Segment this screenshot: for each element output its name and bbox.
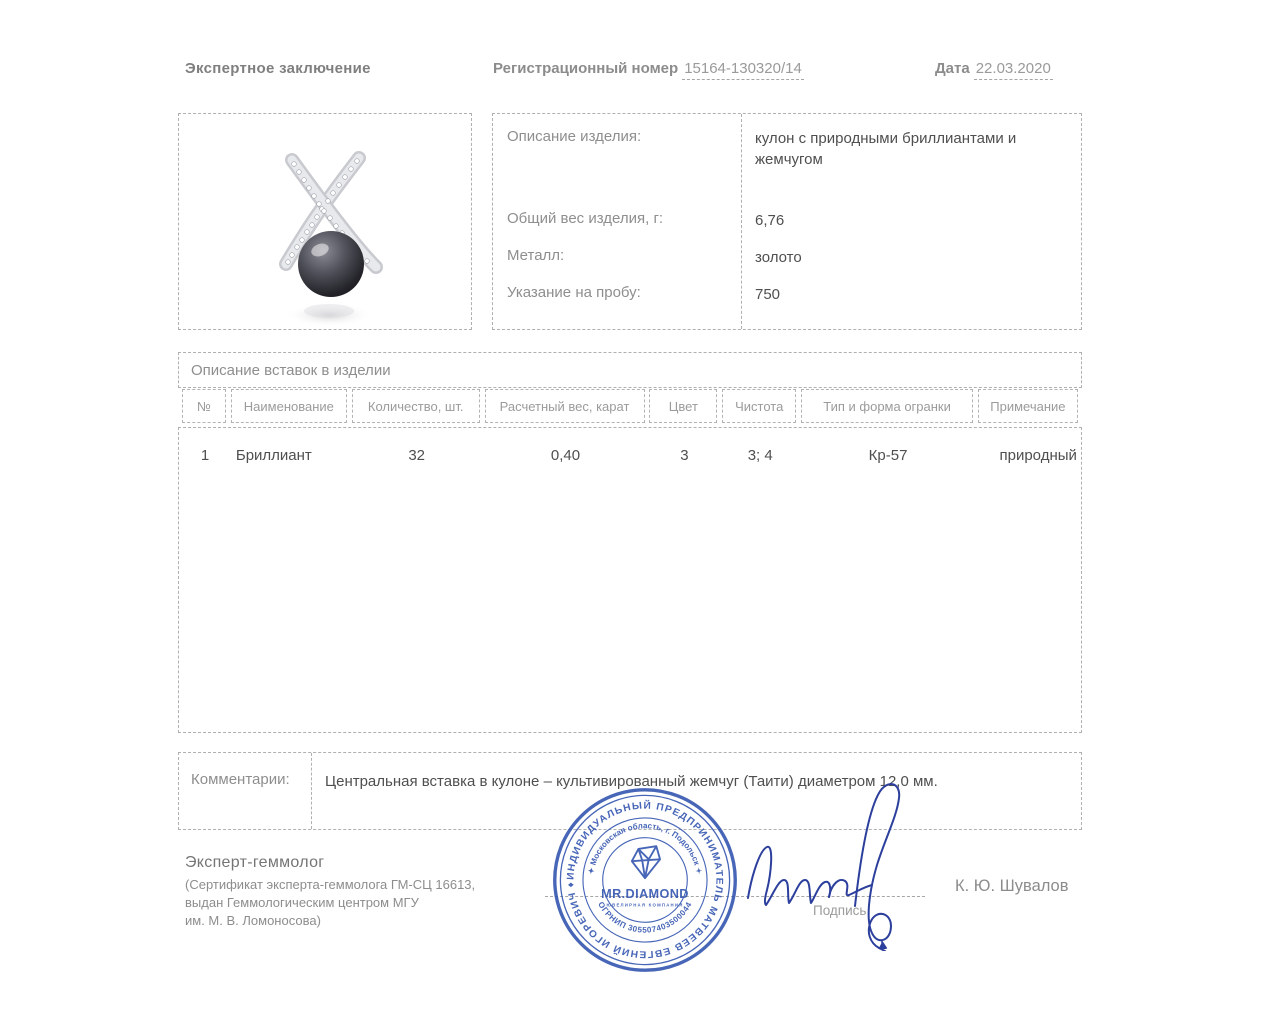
registration-number-value: 15164-130320/14 [682,60,804,80]
pendant-photo [179,114,471,329]
info-divider [741,114,742,329]
cert-line-3: им. М. В. Ломоносова) [185,913,321,928]
description-label: Описание изделия: [507,128,642,145]
comments-divider [311,753,312,829]
inserts-title: Описание вставок в изделии [191,362,391,379]
handwritten-signature [738,776,953,951]
cell-color: 3 [680,446,689,464]
col-number: № [182,389,226,423]
metal-label: Металл: [507,247,565,264]
registration-number-label: Регистрационный номер [493,60,679,77]
cert-line-1: (Сертификат эксперта-геммолога ГМ-СЦ 16613, [185,877,476,892]
cell-note: природный [999,446,1077,464]
expert-certificate [185,876,475,930]
inserts-table-header [178,389,1082,424]
stamp-ogrnip-text: ОГРНИП 305507403500044 [596,900,694,935]
comments-label: Комментарии: [191,771,290,788]
col-clarity: Чистота [722,389,796,423]
stamp-region-text: ✦ Московская область, г. Подольск ✦ [586,821,704,875]
cert-line-2: выдан Геммологическим центром МГУ [185,895,419,910]
col-note: Примечание [978,389,1078,423]
inserts-table-body [178,427,1082,733]
cell-carat-weight: 0,40 [550,446,581,464]
pearl-reflection-core [304,304,354,318]
description-value: кулон с природными бриллиантами и жемчугом [755,130,1017,168]
stamp-brand-sub: ЮВЕЛИРНАЯ КОМПАНИЯ [606,902,684,908]
date [935,60,1053,77]
company-stamp [551,786,739,974]
col-carat-weight: Расчетный вес, карат [485,389,645,423]
expert-name: К. Ю. Шувалов [955,877,1069,895]
weight-label: Общий вес изделия, г: [507,210,664,227]
stamp-inner-circle [603,838,688,923]
date-label: Дата [935,60,970,77]
comments-text: Центральная вставка в кулоне – культивированный жемчуг (Таити) диаметром 12,0 мм. [325,773,938,790]
inserts-title-box [178,352,1082,388]
col-cut-type: Тип и форма огранки [801,389,973,423]
signature-label: Подпись [813,903,867,918]
stamp-outer-inner-circle [560,795,729,964]
stamp-brand: MR.DIAMOND [601,886,689,901]
page-title: Экспертное заключение [185,60,371,77]
cell-quantity: 32 [408,446,426,464]
date-value: 22.03.2020 [974,60,1053,80]
weight-value: 6,76 [755,212,785,229]
stamp-middle-circle [583,818,707,942]
col-quantity: Количество, шт. [352,389,480,423]
diamond-logo-icon [632,846,660,878]
col-color: Цвет [649,389,717,423]
stamp-outer-text: ИНДИВИДУАЛЬНЫЙ ПРЕДПРИНИМАТЕЛЬ МАТВЕЕВ ЕВГЕНИЙ ИГОРЕВИЧ ♦ [565,800,725,960]
col-name: Наименование [231,389,347,423]
black-pearl [298,231,364,297]
cell-clarity: 3; 4 [747,446,773,464]
stamp-outer-circle [555,790,735,970]
fineness-value: 750 [755,286,781,303]
cell-name: Бриллиант [235,446,312,464]
cell-cut-type: Кр-57 [868,446,908,464]
registration-number [493,60,804,77]
product-info-box [492,113,1082,330]
table-row [183,440,1079,470]
cell-number: 1 [200,446,210,464]
expert-role: Эксперт-геммолог [185,854,325,871]
fineness-label: Указание на пробу: [507,284,641,301]
metal-value: золото [755,249,802,266]
product-photo-frame [178,113,472,330]
